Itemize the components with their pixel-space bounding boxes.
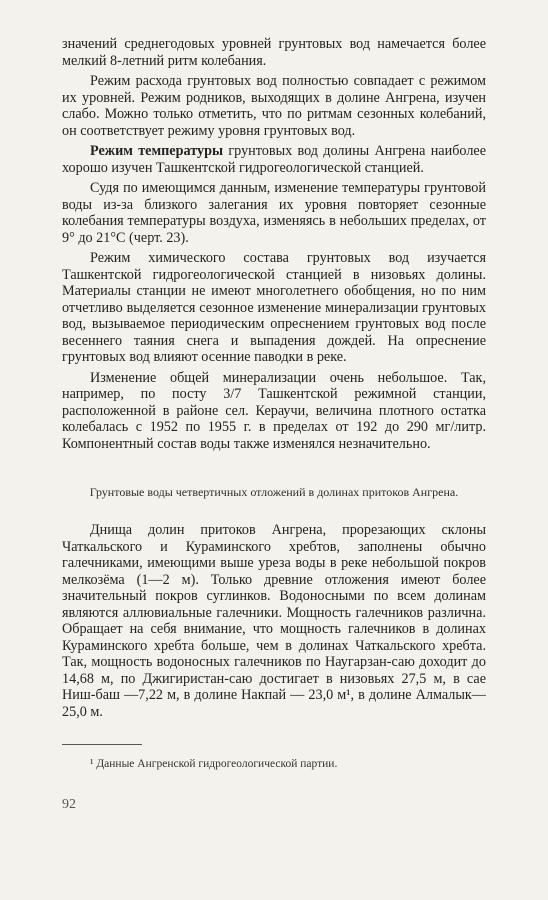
paragraph-temperature-data: Судя по имеющимся данным, изменение температуры грунтовой воды из-за близкого залегания их уровня повторяет сезонные колебания температуры воздуха, изменяясь в небольших пределах, от 9° до 21°C (черт. 23). bbox=[62, 180, 486, 246]
temperature-regime-text: грунтовых вод долины Ангрена наиболее хорошо изучен Ташкентской гидрогеологической станцией. bbox=[62, 143, 486, 176]
page-number: 92 bbox=[62, 797, 76, 812]
paragraph-tributary-valleys: Днища долин притоков Ангрена, прорезающих склоны Чаткальского и Кураминского хребтов, заполнены обычно галечниками, имеющими выше уреза воды в реке небольшой покров мелкозёма (1—2 м). Только древние отложения имеют более значительный покров суглинков. Водоносными по всем долинам являются аллювиальные галечники. Мощность галечников различна. Обращает на себя внимание, что мощность галечников в долинах Кураминского хребта больше, чем в долинах Чаткальского хребта. Так, мощность водоносных галечников по Наугарзан-саю доходит до 14,68 м, по Джигиристан-саю достигает в низовьях 27,5 м, в сае Ниш-баш —7,22 м, в долине Накпай — 23,0 м¹, в долине Алмалык—25,0 м. bbox=[62, 522, 486, 720]
footnote-divider bbox=[62, 744, 142, 745]
paragraph-discharge-regime: Режим расхода грунтовых вод полностью совпадает с режимом их уровней. Режим родников, выходящих в долине Ангрена, изучен слабо. Можно только отметить, что по ритмам сезонных колебаний, он соответствует режиму уровня грунтовых вод. bbox=[62, 73, 486, 139]
paragraph-temperature-regime bbox=[62, 143, 486, 176]
section-heading: Грунтовые воды четвертичных отложений в долинах притоков Ангрена. bbox=[89, 485, 459, 499]
paragraph-mineralization: Изменение общей минерализации очень небольшое. Так, например, по посту 3/7 Ташкентской режимной станции, расположенной в районе сел. Кераучи, величина плотного остатка колебалась с 1952 по 1955 г. в пределах от 192 до 290 мг/литр. Компонентный состав воды также изменялся незначительно. bbox=[62, 369, 486, 452]
footnote: ¹ Данные Ангренской гидрогеологической партии. bbox=[90, 758, 338, 770]
paragraph-continuation: значений среднегодовых уровней грунтовых вод намечается более мелкий 8-летний ритм колебания. bbox=[62, 36, 486, 69]
temperature-regime-term: Режим температуры bbox=[90, 143, 224, 159]
paragraph-chemical-regime: Режим химического состава грунтовых вод изучается Ташкентской гидрогеологической станцией в низовьях долины. Материалы станции не имеют многолетнего обобщения, но по ним отчетливо выделяется сезонное изменение минерализации грунтовых вод, вызываемое периодическим опреснением грунтовых вод после весеннего таяния снега и выпадения дождей. На опреснение грунтовых вод влияют осенние паводки в реке. bbox=[62, 250, 486, 365]
